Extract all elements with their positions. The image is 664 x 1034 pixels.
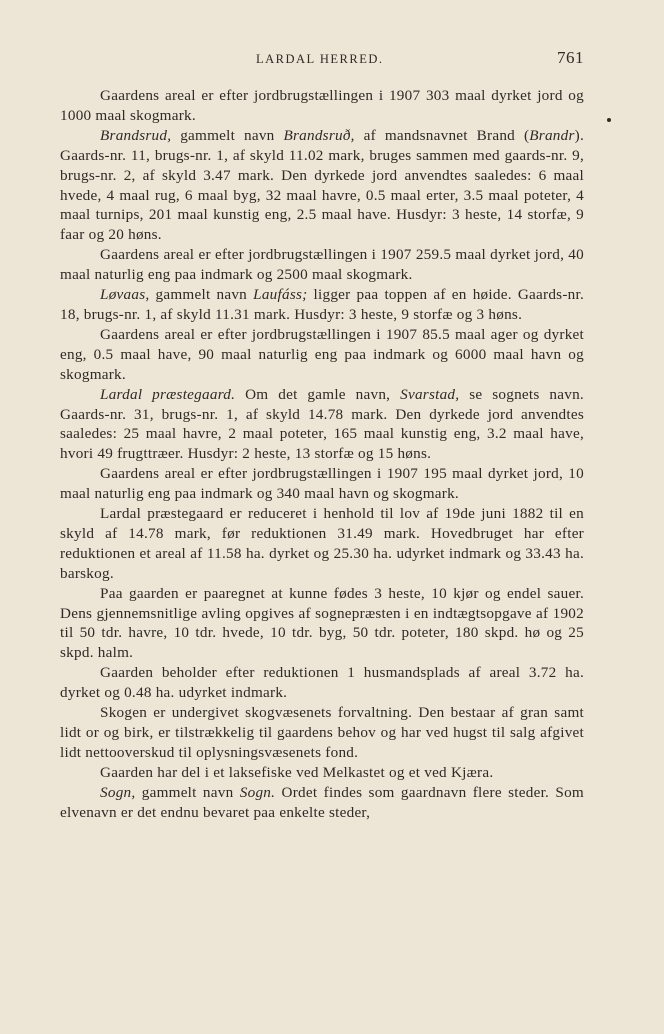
paragraph-text: ligger paa toppen af en høide. Gaards-nr. 18, brugs-nr. 1, af skyld 11.31 mark. Husdyr: 3 heste, 9 storfæ og 3 høns. (60, 286, 585, 323)
page-number: 761 (557, 48, 584, 67)
running-title: LARDAL HERRED. (256, 52, 384, 66)
paragraph (60, 126, 584, 245)
italic-text: Laufáss; (253, 286, 308, 304)
paragraph (60, 783, 584, 823)
italic-text: Svarstad, (400, 385, 460, 403)
paragraph-text: Lardal præstegaard er reduceret i henhold til lov af 19de juni 1882 til en skyld af 14.78 mark, før reduktionen 31.49 mark. Hovedbruget har efter reduktionen et areal af 11.58 ha. dyrket og 25.30 ha. udyrket indmark og 33.43 ha. barskog. (60, 505, 584, 582)
paragraph (60, 285, 584, 325)
italic-text: Sogn, (100, 783, 136, 801)
paragraph (60, 86, 584, 126)
paragraph (60, 464, 584, 504)
paragraph-text: Gaarden beholder efter reduktionen 1 husmandsplads af areal 3.72 ha. dyrket og 0.48 ha. udyrket indmark. (60, 664, 584, 702)
paragraph-text: Ordet findes som gaardnavn flere steder. Som elvenavn er det endnu bevaret paa enkelte steder, (60, 783, 584, 821)
paragraph (60, 385, 584, 465)
italic-text: Løvaas, (100, 286, 150, 304)
paragraph-text: Gaardens areal er efter jordbrugstællingen i 1907 303 maal dyrket jord og 1000 maal skogmark. (60, 87, 584, 124)
paragraph-text: se sognets navn. Gaards-nr. 31, brugs-nr. 1, af skyld 14.78 mark. Den dyrkede jord anvendtes saaledes: 25 maal havre, 2 maal poteter, 165 maal kunstig eng, 3.2 maal have, hvori 49 frugttræer. Husdyr: 2 heste, 13 storfæ og 15 høns. (60, 385, 584, 463)
paragraph-text: Om det gamle navn, (235, 385, 401, 403)
paragraph (60, 663, 584, 703)
paragraph-text: Gaardens areal er efter jordbrugstællingen i 1907 85.5 maal ager og dyrket eng, 0.5 maal have, 90 maal naturlig eng paa indmark og 6000 maal havn og skogmark. (60, 325, 584, 383)
paragraph-text: af mandsnavnet Brand ( (354, 126, 530, 144)
paragraph (60, 245, 584, 285)
page-header (60, 40, 584, 70)
paragraph (60, 584, 584, 664)
italic-text: Brandr (529, 126, 575, 144)
paragraph-text: Paa gaarden er paaregnet at kunne fødes 3 heste, 10 kjør og endel sauer. Dens gjennemsnitlige avling opgives af sognepræsten i en indtægtsopgave af 1902 til 50 tdr. havre, 10 tdr. hvede, 10 tdr. byg, 50 tdr. poteter, 180 skpd. hø og 25 skpd. halm. (60, 584, 584, 662)
paragraph-text: Gaardens areal er efter jordbrugstællingen i 1907 259.5 maal dyrket jord, 40 maal naturlig eng paa indmark og 2500 maal skogmark. (60, 246, 584, 284)
paragraph-text: Gaardens areal er efter jordbrugstællingen i 1907 195 maal dyrket jord, 10 maal naturlig eng paa indmark og 340 maal havn og skogmark. (60, 465, 584, 503)
paragraph (60, 325, 584, 385)
italic-text: Sogn. (239, 783, 276, 801)
paragraph-text: gammelt navn (149, 286, 254, 304)
italic-text: Brandsrud, (100, 126, 172, 144)
paragraph-text: gammelt navn (171, 126, 284, 144)
italic-text: Lardal præstegaard. (100, 385, 236, 403)
paragraph (60, 504, 584, 584)
paragraph (60, 703, 584, 763)
paragraph-text: Skogen er undergivet skogvæsenets forvaltning. Den bestaar af gran samt lidt or og birk, er tilstrækkelig til gaardens behov og har ved hugst til salg afgivet lidt nettooverskud til oplysningsvæsenets fond. (60, 704, 584, 761)
paragraph (60, 763, 584, 783)
body-text (60, 86, 584, 823)
italic-text: Brandsruð, (283, 126, 355, 144)
margin-mark (607, 118, 611, 122)
paragraph-text: gammelt navn (135, 783, 240, 801)
paragraph-text: ). Gaards-nr. 11, brugs-nr. 1, af skyld 11.02 mark, bruges sammen med gaards-nr. 9, brugs-nr. 2, af skyld 3.47 mark. Den dyrkede jord anvendtes saaledes: 6 maal hvede, 4 maal rug, 6 maal byg, 32 maal havre, 0.5 maal erter, 3.5 maal poteter, 4 maal turnips, 201 maal kunstig eng, 2.5 maal have. Husdyr: 3 heste, 14 storfæ, 9 faar og 20 høns. (60, 126, 585, 244)
paragraph-text: Gaarden har del i et laksefiske ved Melkastet og et ved Kjæra. (100, 763, 494, 781)
